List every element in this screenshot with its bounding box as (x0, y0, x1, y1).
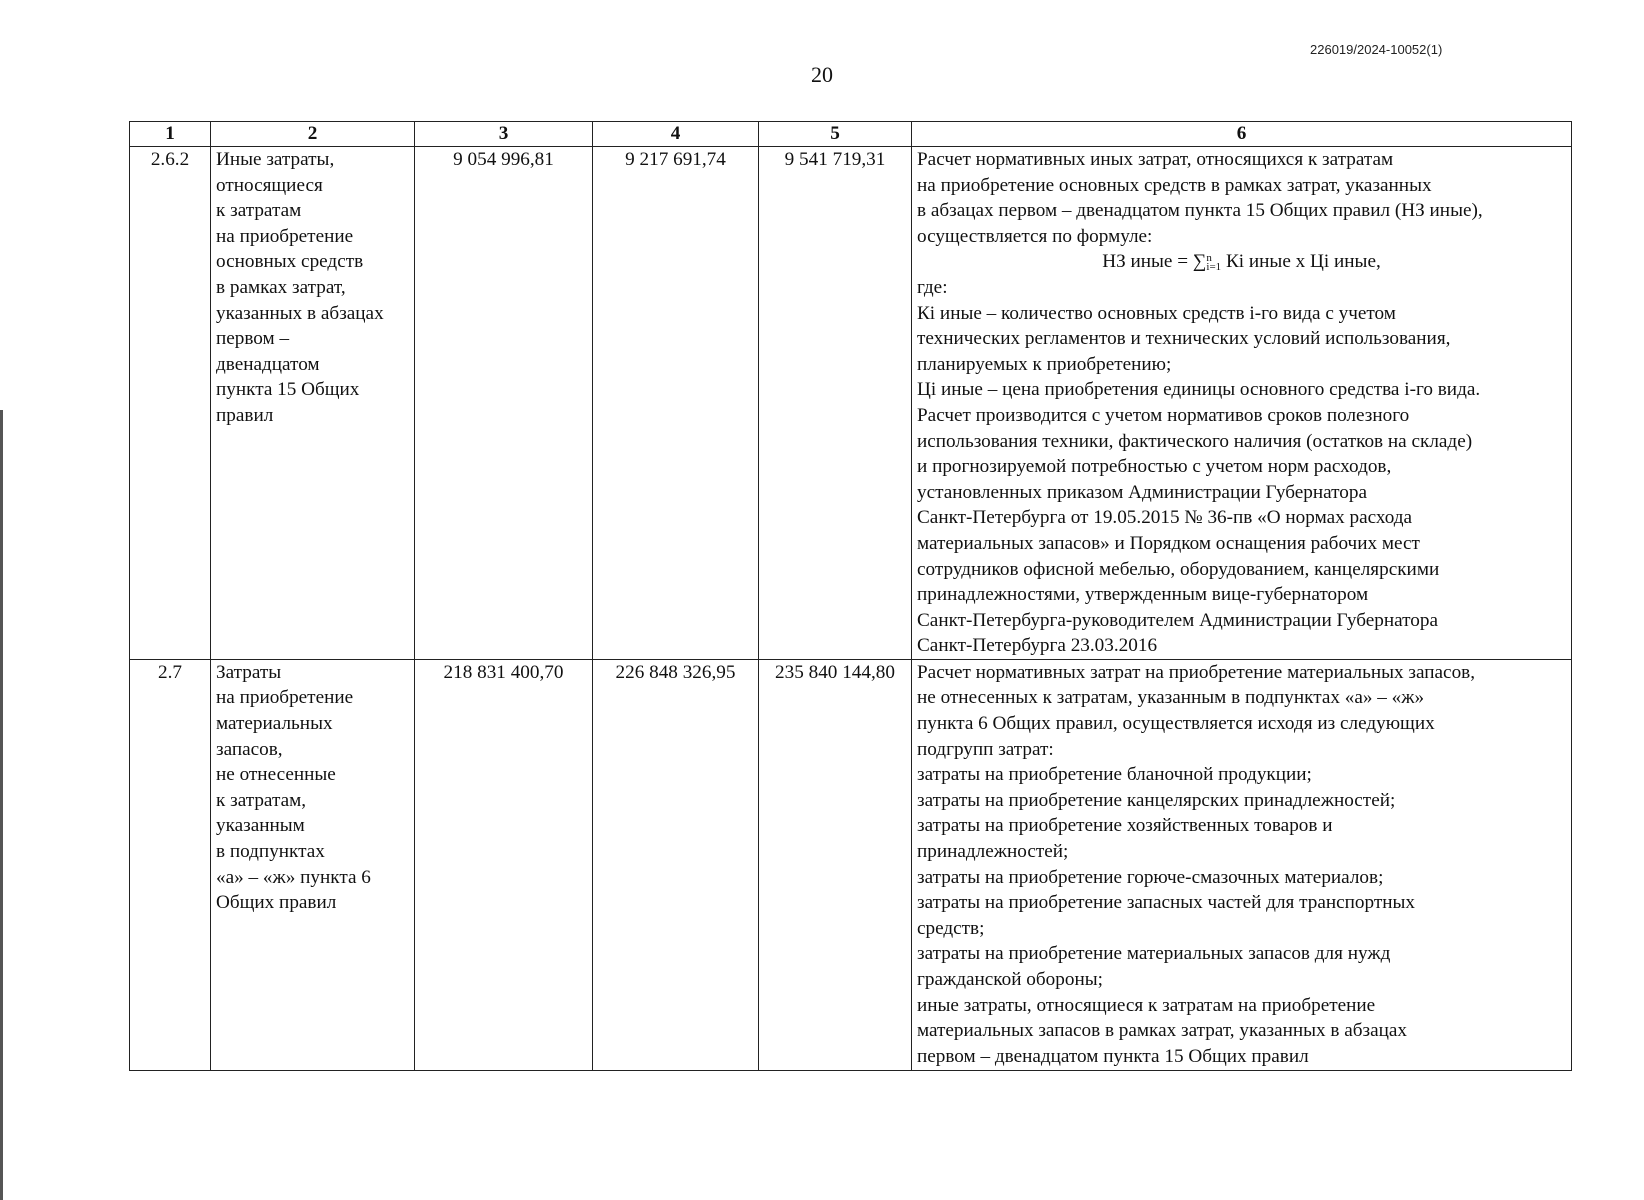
description-line: средств; (917, 917, 985, 939)
description-line: на приобретение основных средств в рамках затрат, указанных (917, 174, 1432, 196)
value-year-3: 235 840 144,80 (759, 659, 912, 1070)
description-line: затраты на приобретение хозяйственных товаров и (917, 815, 1333, 837)
description-line: Цi иные – цена приобретения единицы основного средства i-го вида. (917, 379, 1481, 401)
description-line: сотрудников офисной мебелью, оборудованием, канцелярскими (917, 558, 1440, 580)
row-name-line: Общих правил (216, 892, 337, 914)
cost-formula (917, 249, 1566, 275)
formula-right: Кi иные х Цi иные, (1225, 251, 1381, 273)
description-line: Кi иные – количество основных средств i-го вида с учетом (917, 302, 1396, 324)
row-name-line: в подпунктах (216, 841, 325, 863)
description-line: затраты на приобретение материальных запасов для нужд (917, 943, 1391, 965)
row-name-line: указанным (216, 815, 305, 837)
sum-limits (1206, 251, 1222, 273)
description-line: гражданской обороны; (917, 969, 1103, 990)
row-name (211, 659, 415, 1070)
row-description (912, 147, 1572, 660)
table-row (130, 147, 1572, 660)
description-line: Расчет производится с учетом нормативов сроков полезного (917, 404, 1410, 426)
page-number: 20 (811, 62, 833, 87)
row-code: 2.6.2 (130, 147, 211, 660)
description-line: подгрупп затрат: (917, 738, 1054, 760)
scan-edge-line (0, 410, 3, 1200)
formula-left: НЗ иные = (1102, 251, 1189, 273)
row-name-line: Затраты (216, 661, 282, 683)
row-name-line: правил (216, 404, 274, 426)
sum-upper-limit: n (1206, 251, 1212, 264)
description-line: планируемых к приобретению; (917, 353, 1172, 375)
description-line: использования техники, фактического наличия (остатков на складе) (917, 430, 1473, 452)
description-line: в абзацах первом – двенадцатом пункта 15 Общих правил (НЗ иные), (917, 200, 1483, 222)
sum-symbol: ∑ (1192, 251, 1207, 273)
row-name-line: Иные затраты, (216, 149, 335, 170)
description-line: материальных запасов» и Порядком оснащения рабочих мест (917, 532, 1420, 554)
description-line: Санкт-Петербурга 23.03.2016 (917, 635, 1158, 657)
table-header-row (130, 122, 1572, 147)
value-year-1: 218 831 400,70 (415, 659, 593, 1070)
row-name-line: на приобретение (216, 687, 354, 709)
row-description (912, 659, 1572, 1070)
description-line: затраты на приобретение горюче-смазочных материалов; (917, 866, 1384, 888)
description-line: осуществляется по формуле: (917, 225, 1153, 247)
table-row (130, 659, 1572, 1070)
sum-lower-limit: i=1 (1206, 260, 1222, 273)
description-line: где: (917, 276, 948, 298)
row-name-line: «а» – «ж» пункта 6 (216, 866, 371, 888)
row-name-line: двенадцатом (216, 353, 320, 375)
description-line: пункта 6 Общих правил, осуществляется исходя из следующих (917, 713, 1435, 735)
description-line: Санкт-Петербурга от 19.05.2015 № 36-пв «О нормах расхода (917, 507, 1413, 529)
description-line: и прогнозируемой потребностью с учетом норм расходов, (917, 456, 1392, 478)
row-name-line: указанных в абзацах (216, 302, 384, 324)
column-header: 6 (912, 122, 1572, 147)
row-name-line: к затратам, (216, 789, 307, 811)
row-code: 2.7 (130, 659, 211, 1070)
row-name-line: не отнесенные (216, 764, 336, 786)
description-line: затраты на приобретение бланочной продукции; (917, 764, 1312, 786)
description-line: затраты на приобретение канцелярских принадлежностей; (917, 789, 1396, 811)
description-line: технических регламентов и технических условий использования, (917, 328, 1451, 350)
row-name-line: первом – (216, 328, 290, 350)
row-name (211, 147, 415, 660)
description-line: Санкт-Петербурга-руководителем Администрации Губернатора (917, 609, 1438, 631)
row-name-line: на приобретение (216, 225, 354, 247)
column-header: 1 (130, 122, 211, 147)
row-name-line: основных средств (216, 251, 364, 273)
value-year-2: 9 217 691,74 (593, 147, 759, 660)
row-name-line: запасов, (216, 738, 283, 760)
description-line: иные затраты, относящиеся к затратам на приобретение (917, 994, 1376, 1016)
description-line: не отнесенных к затратам, указанным в подпунктах «а» – «ж» (917, 687, 1425, 709)
costs-table (129, 121, 1572, 1071)
value-year-1: 9 054 996,81 (415, 147, 593, 660)
description-line: материальных запасов в рамках затрат, указанных в абзацах (917, 1020, 1408, 1042)
description-line: затраты на приобретение запасных частей для транспортных (917, 892, 1415, 914)
row-name-line: пункта 15 Общих (216, 379, 360, 401)
description-line: принадлежностей; (917, 841, 1069, 863)
description-line: Расчет нормативных иных затрат, относящихся к затратам (917, 149, 1394, 170)
row-name-line: материальных (216, 713, 333, 735)
column-header: 4 (593, 122, 759, 147)
column-header: 2 (211, 122, 415, 147)
row-name-line: в рамках затрат, (216, 276, 346, 298)
column-header: 3 (415, 122, 593, 147)
description-line: установленных приказом Администрации Губернатора (917, 481, 1367, 503)
column-header: 5 (759, 122, 912, 147)
row-name-line: к затратам (216, 200, 302, 222)
description-line: Расчет нормативных затрат на приобретение материальных запасов, (917, 661, 1476, 683)
description-line: первом – двенадцатом пункта 15 Общих правил (917, 1045, 1309, 1067)
row-name-line: относящиеся (216, 174, 323, 196)
description-line: принадлежностями, утвержденным вице-губернатором (917, 584, 1369, 606)
value-year-3: 9 541 719,31 (759, 147, 912, 660)
document-number: 226019/2024-10052(1) (1310, 42, 1443, 57)
value-year-2: 226 848 326,95 (593, 659, 759, 1070)
